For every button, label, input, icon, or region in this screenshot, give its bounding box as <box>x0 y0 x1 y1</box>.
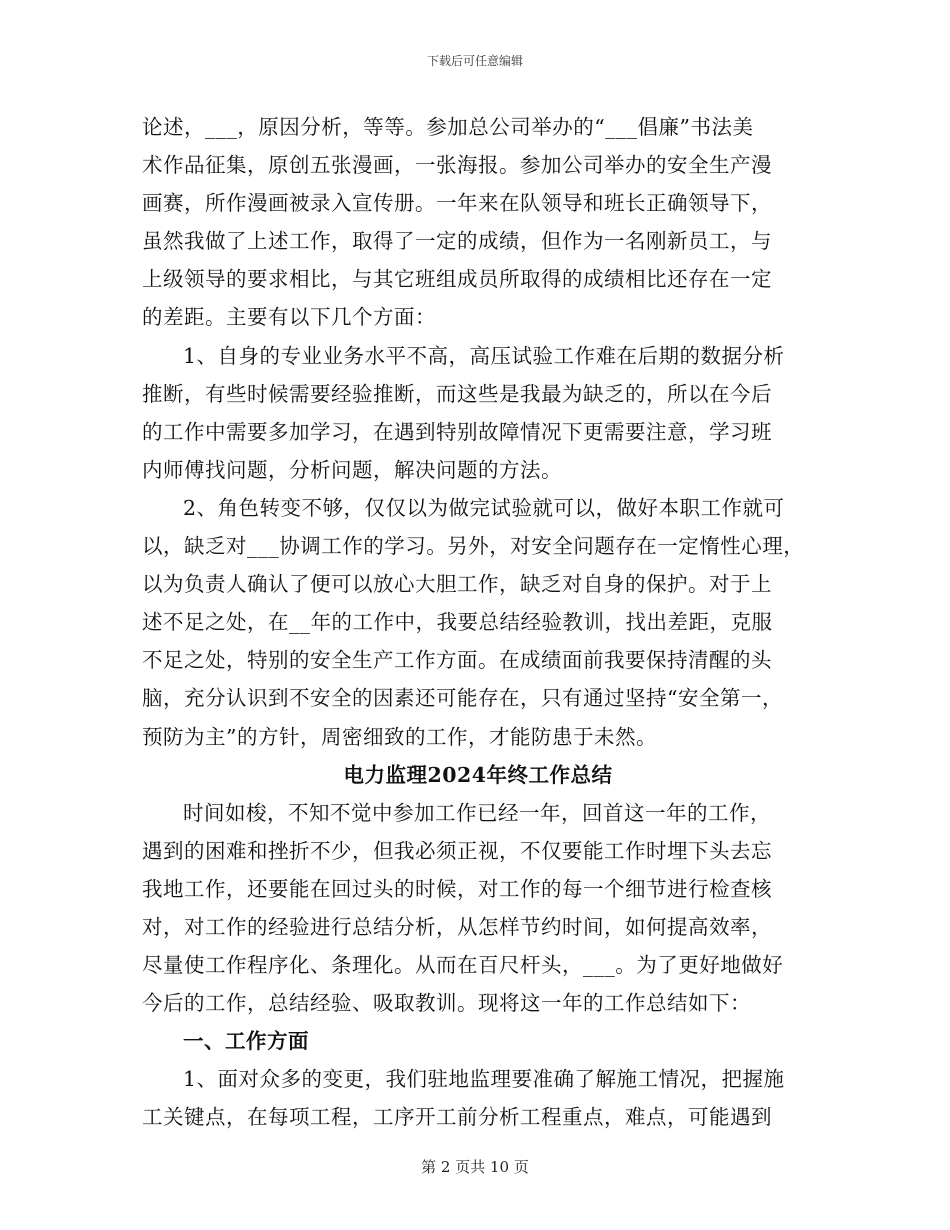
body-line: 以，缺乏对___协调工作的学习。另外，对安全问题存在一定惰性心理， <box>142 534 805 559</box>
body-line: 虽然我做了上述工作，取得了一定的成绩，但作为一名刚新员工，与 <box>142 229 772 254</box>
paragraph-start-line: 1、面对众多的变更，我们驻地监理要准确了解施工情况，把握施 <box>183 1067 785 1092</box>
paragraph-start-line: 2、角色转变不够，仅仅以为做完试验就可以，做好本职工作就可 <box>183 495 785 520</box>
body-line: 述不足之处，在__年的工作中，我要总结经验教训，找出差距，克服 <box>142 610 773 635</box>
body-line: 内师傅找问题，分析问题，解决问题的方法。 <box>142 457 562 482</box>
body-line: 我地工作，还要能在回过头的时候，对工作的每一个细节进行检查核 <box>142 876 772 901</box>
body-line: 上级领导的要求相比，与其它班组成员所取得的成绩相比还存在一定 <box>142 267 772 292</box>
document-title: 电力监理2024年终工作总结 <box>343 762 613 787</box>
body-line: 遇到的困难和挫折不少，但我必须正视，不仅要能工作时埋下头去忘 <box>142 838 772 863</box>
body-line: 的工作中需要多加学习，在遇到特别故障情况下更需要注意，学习班 <box>142 419 772 444</box>
body-line: 脑，充分认识到不安全的因素还可能存在，只有通过坚持“安全第一， <box>142 686 783 711</box>
paragraph-start-line: 时间如梭，不知不觉中参加工作已经一年，回首这一年的工作， <box>183 800 771 825</box>
paragraph-start-line: 1、自身的专业业务水平不高，高压试验工作难在后期的数据分析 <box>183 343 785 368</box>
page-header: 下载后可任意编辑 <box>426 54 523 68</box>
body-line: 的差距。主要有以下几个方面： <box>142 305 436 330</box>
body-line: 画赛，所作漫画被录入宣传册。一年来在队领导和班长正确领导下， <box>142 191 772 216</box>
body-line: 不足之处，特别的安全生产工作方面。在成绩面前我要保持清醒的头 <box>142 648 772 673</box>
body-line: 术作品征集，原创五张漫画，一张海报。参加公司举办的安全生产漫 <box>142 153 772 178</box>
body-line: 今后的工作，总结经验、吸取教训。现将这一年的工作总结如下： <box>142 991 751 1016</box>
body-line: 尽量使工作程序化、条理化。从而在百尺杆头，___。为了更好地做好 <box>142 953 784 978</box>
section-heading: 一、工作方面 <box>183 1029 309 1054</box>
body-line: 工关键点，在每项工程，工序开工前分析工程重点，难点，可能遇到 <box>142 1105 772 1130</box>
body-line: 推断，有些时候需要经验推断，而这些是我最为缺乏的，所以在今后 <box>142 381 772 406</box>
body-line: 对，对工作的经验进行总结分析，从怎样节约时间，如何提高效率， <box>142 914 772 939</box>
document-body <box>142 108 814 1137</box>
body-line: 以为负责人确认了便可以放心大胆工作，缺乏对自身的保护。对于上 <box>142 572 772 597</box>
body-line: 预防为主”的方针，周密细致的工作，才能防患于未然。 <box>142 724 657 749</box>
body-line: 论述，___，原因分析，等等。参加总公司举办的“___倡廉”书法美 <box>142 115 754 139</box>
page-footer: 第 2 页共 10 页 <box>421 1158 529 1176</box>
